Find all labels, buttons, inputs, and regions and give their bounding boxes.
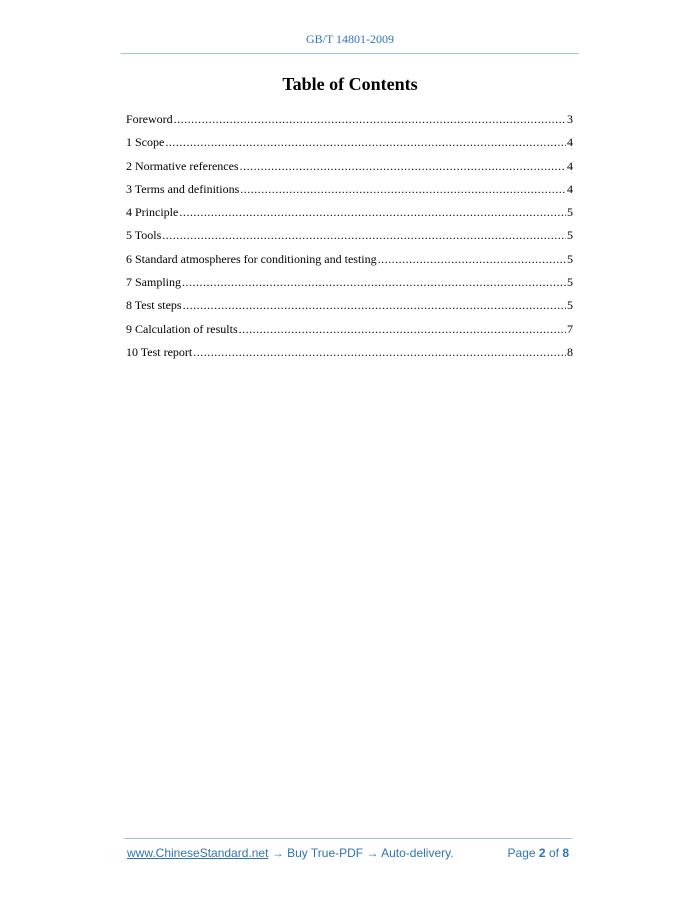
toc-entry-sampling[interactable] [126, 271, 573, 294]
toc-entry-text: 2 Normative references [126, 158, 239, 173]
page-footer [127, 846, 569, 860]
toc-entry-page: 4 [567, 158, 573, 173]
toc-entry-text: 7 Sampling [126, 275, 182, 290]
toc-leader-dots [378, 248, 566, 271]
toc-leader-dots [193, 341, 566, 364]
toc-leader-dots [179, 201, 566, 224]
toc-entry-calculation-results[interactable] [126, 318, 573, 341]
toc-entry-test-report[interactable] [126, 341, 573, 364]
toc-entry-page: 4 [567, 181, 573, 196]
toc-leader-dots [239, 318, 566, 341]
toc-entry-page: 7 [567, 321, 573, 336]
toc-entry-text: 10 Test report [126, 344, 193, 359]
page-label: Page [507, 846, 536, 860]
toc-entry-normative-references[interactable] [126, 155, 573, 178]
toc-leader-dots [183, 294, 566, 317]
toc-entry-text: 1 Scope [126, 135, 165, 150]
toc-entry-text: 9 Calculation of results [126, 321, 238, 336]
toc-entry-text: Foreword [126, 112, 173, 126]
footer-tagline: → Buy True-PDF → Auto-delivery. [268, 846, 454, 860]
toc-entry-tools[interactable] [126, 224, 573, 247]
toc-entry-standard-atmospheres[interactable] [126, 248, 573, 271]
toc-entry-page: 5 [567, 251, 573, 266]
toc-entry-test-steps[interactable] [126, 294, 573, 317]
footer-rule [124, 838, 572, 839]
toc-entry-scope[interactable] [126, 131, 573, 154]
page-header-code: GB/T 14801-2009 [305, 32, 395, 46]
toc-leader-dots [165, 131, 566, 154]
website-link[interactable]: www.ChineseStandard.net [127, 846, 269, 860]
toc-leader-dots [162, 224, 566, 247]
toc-leader-dots [240, 155, 566, 178]
toc-entry-page: 5 [567, 298, 573, 313]
toc-entry-text: 4 Principle [126, 205, 179, 220]
toc-entry-page: 5 [567, 228, 573, 243]
footer-promo [127, 846, 454, 860]
toc-entry-text: 6 Standard atmospheres for conditioning and testing [126, 251, 377, 266]
toc-list [126, 108, 573, 364]
toc-entry-page: 8 [567, 344, 573, 359]
toc-leader-dots [182, 271, 566, 294]
toc-entry-text: 8 Test steps [126, 298, 182, 313]
toc-entry-foreword[interactable] [126, 108, 573, 131]
page-indicator [508, 846, 569, 860]
header-rule [121, 53, 579, 54]
toc-leader-dots [240, 178, 566, 201]
toc-entry-text: 5 Tools [126, 228, 162, 243]
toc-entry-page: 5 [567, 205, 573, 220]
page-current: 2 [538, 846, 546, 860]
toc-leader-dots [174, 108, 566, 131]
toc-entry-terms-definitions[interactable] [126, 178, 573, 201]
page-of-label: of [548, 846, 559, 860]
toc-entry-text: 3 Terms and definitions [126, 181, 240, 196]
toc-entry-page: 4 [567, 135, 573, 150]
toc-entry-principle[interactable] [126, 201, 573, 224]
toc-entry-page: 3 [567, 112, 573, 126]
page-total: 8 [562, 846, 569, 860]
toc-entry-page: 5 [567, 275, 573, 290]
toc-title: Table of Contents [282, 74, 418, 94]
